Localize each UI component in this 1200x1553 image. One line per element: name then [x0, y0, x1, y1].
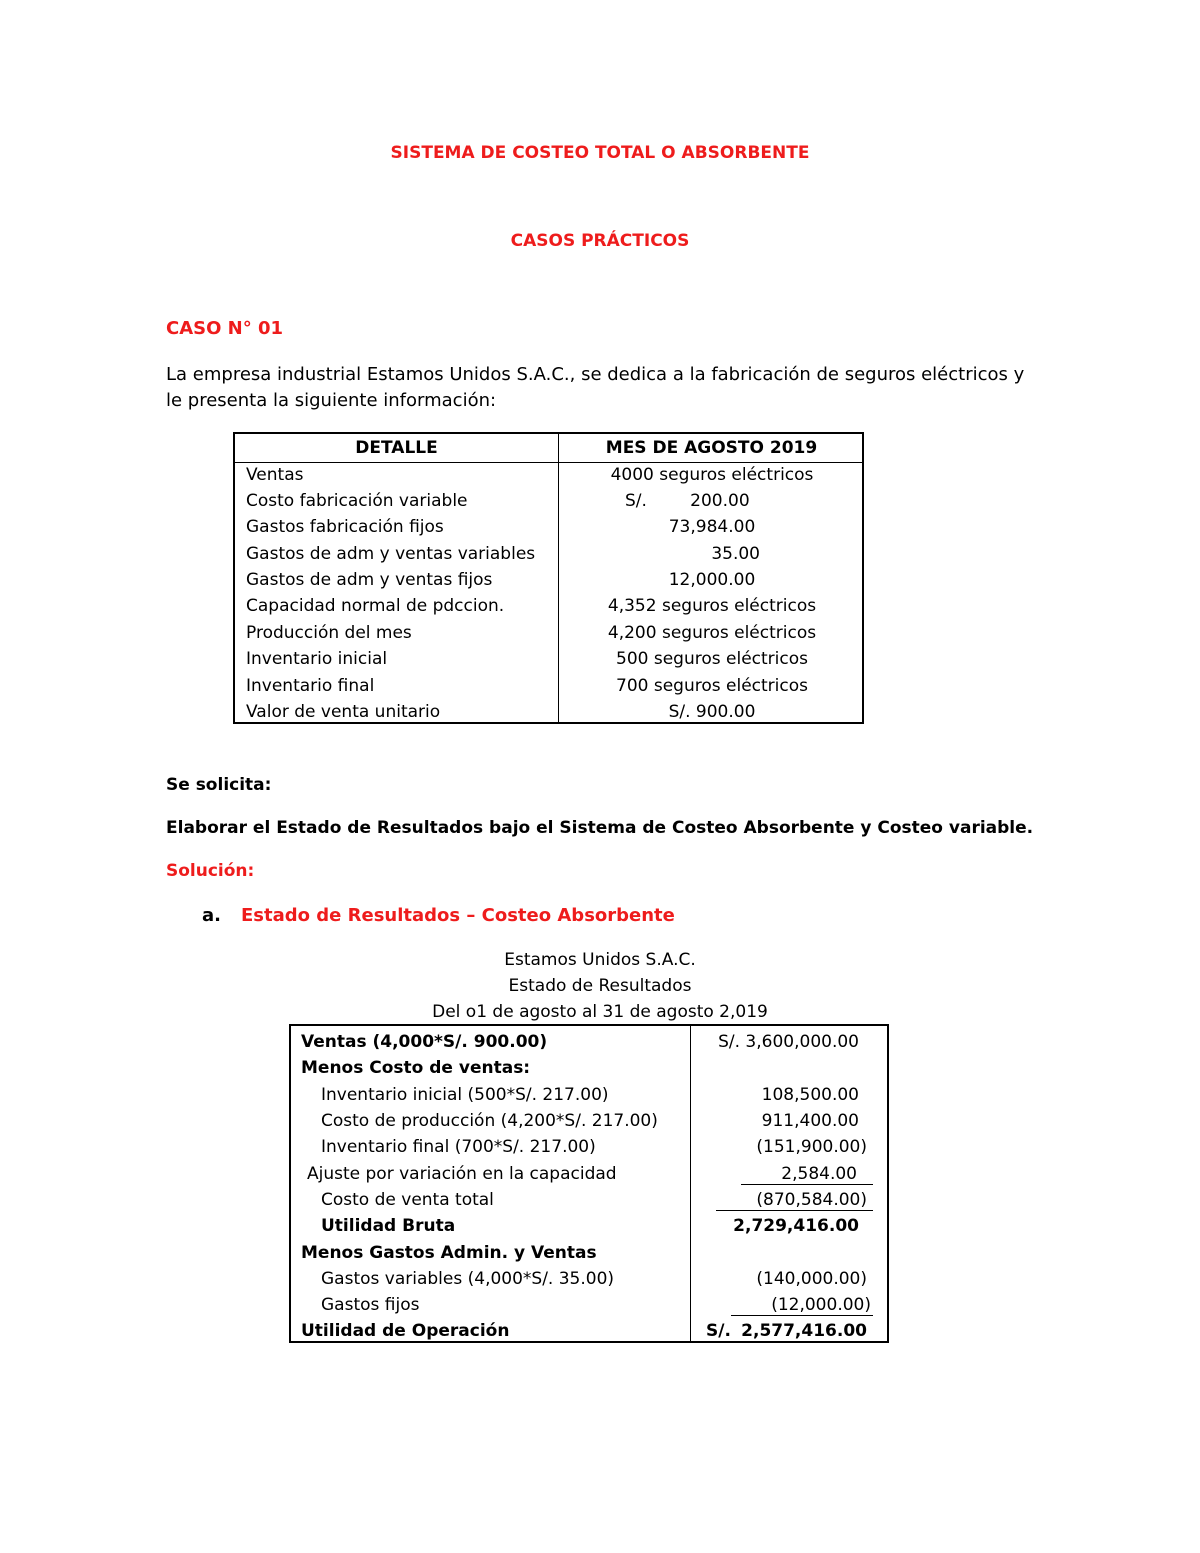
row-amount: S/. 3,600,000.00 — [718, 1032, 859, 1052]
statement-period: Del o1 de agosto al 31 de agosto 2,019 — [432, 1002, 768, 1022]
row-value: 4,352 seguros eléctricos — [607, 596, 817, 616]
row-amount: (151,900.00) — [756, 1137, 867, 1157]
row-value: 12,000.00 — [668, 570, 756, 590]
document-subtitle: CASOS PRÁCTICOS — [510, 231, 690, 251]
intro-paragraph: La empresa industrial Estamos Unidos S.A.C., se dedica a la fabricación de seguros eléctricos y le presenta la siguiente información: — [166, 364, 1025, 411]
row-amount: 911,400.00 — [761, 1111, 859, 1131]
row-value: S/. 900.00 — [668, 702, 756, 722]
table-row — [291, 1213, 887, 1239]
table-row — [291, 1187, 887, 1213]
row-label: Inventario inicial (500*S/. 217.00) — [321, 1085, 609, 1105]
row-label: Gastos fijos — [321, 1295, 420, 1315]
document-title: SISTEMA DE COSTEO TOTAL O ABSORBENTE — [390, 143, 810, 163]
row-label: Gastos de adm y ventas variables — [246, 544, 536, 564]
table-row — [291, 1108, 887, 1134]
row-label: Costo fabricación variable — [246, 491, 468, 511]
row-label: Ajuste por variación en la capacidad — [307, 1164, 617, 1184]
table-row — [235, 647, 862, 673]
table-row — [291, 1318, 887, 1344]
row-value: S/. 200.00 — [625, 491, 750, 511]
section-a-title: Estado de Resultados – Costeo Absorbente — [240, 905, 675, 926]
row-label: Gastos fabricación fijos — [246, 517, 444, 537]
header-mes: MES DE AGOSTO 2019 — [605, 438, 818, 458]
row-amount: 2,577,416.00 — [741, 1321, 867, 1341]
income-statement-table — [289, 1024, 889, 1343]
table-row — [291, 1029, 887, 1055]
row-label: Gastos de adm y ventas fijos — [246, 570, 493, 590]
case-label: CASO N° 01 — [166, 318, 284, 339]
row-value: 35.00 — [711, 544, 760, 564]
table-row — [291, 1266, 887, 1292]
row-label: Capacidad normal de pdccion. — [246, 596, 505, 616]
row-value: 4,200 seguros eléctricos — [607, 623, 817, 643]
table-row — [235, 594, 862, 620]
row-amount: 2,584.00 — [741, 1164, 873, 1185]
table-row — [291, 1055, 887, 1081]
statement-company: Estamos Unidos S.A.C. — [504, 950, 696, 970]
row-label: Utilidad de Operación — [301, 1321, 510, 1341]
row-label: Gastos variables (4,000*S/. 35.00) — [321, 1269, 615, 1289]
row-label: Menos Costo de ventas: — [301, 1058, 531, 1078]
table-row — [235, 542, 862, 568]
row-value: 700 seguros eléctricos — [616, 676, 808, 696]
row-value: 4000 seguros eléctricos — [610, 465, 814, 485]
section-a-heading — [202, 905, 675, 926]
table-row — [235, 568, 862, 594]
table-row — [235, 463, 862, 489]
row-label: Costo de venta total — [321, 1190, 494, 1210]
table-row — [235, 674, 862, 700]
row-label: Inventario final (700*S/. 217.00) — [321, 1137, 596, 1157]
row-currency: S/. — [706, 1321, 731, 1341]
row-label: Ventas (4,000*S/. 900.00) — [301, 1032, 548, 1052]
list-marker: a. — [202, 905, 221, 926]
row-label: Utilidad Bruta — [321, 1216, 456, 1236]
table-row — [235, 489, 862, 515]
table-row — [291, 1292, 887, 1318]
solution-label: Solución: — [166, 861, 255, 881]
table-row — [291, 1134, 887, 1160]
row-value: 73,984.00 — [668, 517, 756, 537]
table-row — [291, 1082, 887, 1108]
row-value: 500 seguros eléctricos — [616, 649, 808, 669]
row-amount: 2,729,416.00 — [733, 1216, 859, 1236]
row-amount: (12,000.00) — [731, 1295, 873, 1316]
row-amount: 108,500.00 — [761, 1085, 859, 1105]
table-row — [291, 1240, 887, 1266]
request-label: Se solicita: — [166, 775, 272, 795]
statement-name: Estado de Resultados — [508, 976, 692, 996]
table-row — [235, 515, 862, 541]
info-table — [233, 432, 864, 724]
row-amount: (140,000.00) — [756, 1269, 867, 1289]
table-row — [235, 700, 862, 726]
row-label: Inventario inicial — [246, 649, 388, 669]
table-row — [235, 621, 862, 647]
row-label: Menos Gastos Admin. y Ventas — [301, 1243, 597, 1263]
table-header — [235, 434, 862, 463]
row-label: Ventas — [246, 465, 304, 485]
header-detalle: DETALLE — [355, 438, 438, 458]
row-amount: (870,584.00) — [716, 1190, 873, 1211]
request-text: Elaborar el Estado de Resultados bajo el Sistema de Costeo Absorbente y Costeo variable. — [166, 818, 1034, 838]
row-label: Inventario final — [246, 676, 375, 696]
row-label: Costo de producción (4,200*S/. 217.00) — [321, 1111, 658, 1131]
row-label: Valor de venta unitario — [246, 702, 441, 722]
row-label: Producción del mes — [246, 623, 412, 643]
table-row — [291, 1161, 887, 1187]
